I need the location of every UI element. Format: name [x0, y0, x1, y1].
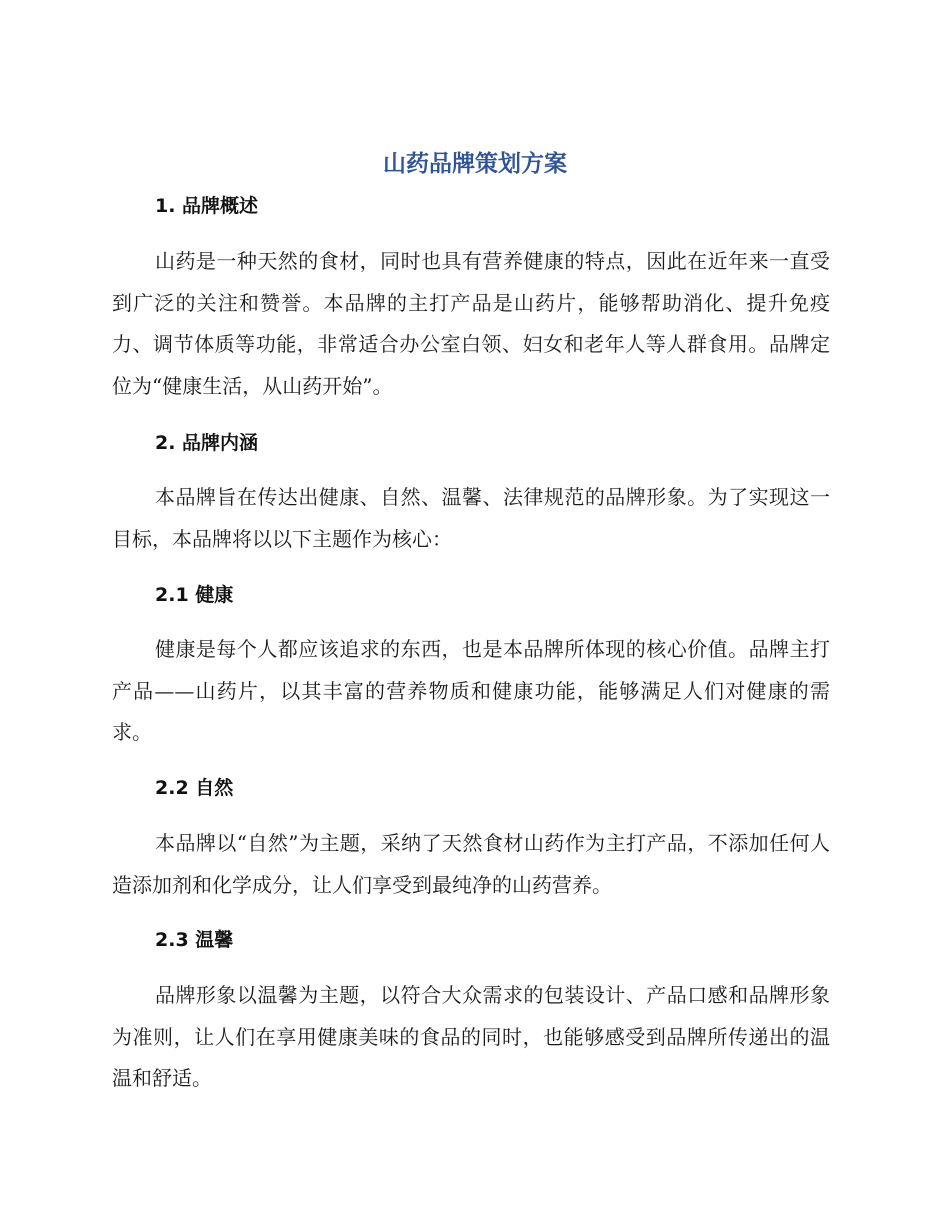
section-paragraph-nature: 本品牌以“自然”为主题，采纳了天然食材山药作为主打产品，不添加任何人造添加剂和化学成分，让人们享受到最纯净的山药营养。 [112, 831, 830, 897]
section-paragraph-brand-overview: 山药是一种天然的食材，同时也具有营养健康的特点，因此在近年来一直受到广泛的关注和赞誉。本品牌的主打产品是山药片，能够帮助消化、提升免疫力、调节体质等功能，非常适合办公室白领、妇女和老年人等人群食用。品牌定位为“健康生活，从山药开始”。 [112, 249, 830, 398]
section-heading-warmth: 2.3 温馨 [155, 929, 234, 951]
section-heading-health: 2.1 健康 [155, 584, 234, 606]
section-heading-nature: 2.2 自然 [155, 777, 234, 799]
section-paragraph-brand-connotation: 本品牌旨在传达出健康、自然、温馨、法律规范的品牌形象。为了实现这一目标，本品牌将以以下主题作为核心： [112, 485, 830, 551]
section-paragraph-warmth: 品牌形象以温馨为主题，以符合大众需求的包装设计、产品口感和品牌形象为准则，让人们在享用健康美味的食品的同时，也能够感受到品牌所传递出的温温和舒适。 [112, 983, 830, 1090]
document-title: 山药品牌策划方案 [383, 151, 567, 177]
section-paragraph-health: 健康是每个人都应该追求的东西，也是本品牌所体现的核心价值。品牌主打产品——山药片，以其丰富的营养物质和健康功能，能够满足人们对健康的需求。 [112, 637, 830, 744]
section-heading-brand-connotation: 2. 品牌内涵 [155, 432, 259, 454]
section-heading-brand-overview: 1. 品牌概述 [155, 195, 259, 217]
